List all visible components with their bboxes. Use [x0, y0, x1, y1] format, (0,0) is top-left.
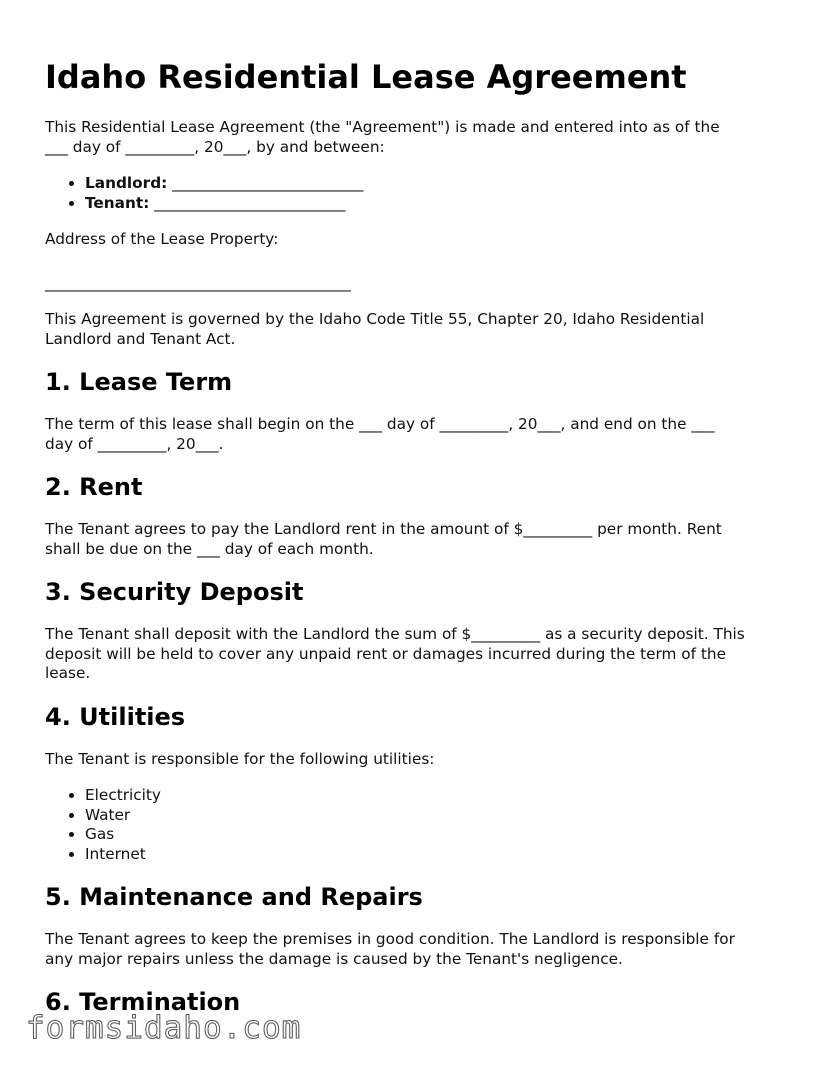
lease-term-paragraph: The term of this lease shall begin on the ___ day of _________, 20___, and end on the ___ day of _________, 20___. [45, 415, 715, 453]
list-item: • Water [85, 806, 785, 826]
document-title: Idaho Residential Lease Agreement [45, 58, 687, 96]
governing-paragraph: This Agreement is governed by the Idaho Code Title 55, Chapter 20, Idaho Residential Landlord and Tenant Act. [45, 310, 705, 348]
security-deposit-paragraph: The Tenant shall deposit with the Landlord the sum of $_________ as a security deposit. This deposit will be held to cover any unpaid rent or damages incurred during the term of the lease. [45, 625, 745, 682]
address-label: Address of the Lease Property: [45, 230, 279, 248]
list-item: • Internet [85, 845, 785, 865]
section-heading-termination: 6. Termination [45, 988, 241, 1016]
address-blank: ________________________________________ [45, 273, 351, 292]
list-item: • Electricity [85, 786, 785, 806]
watermark-text: formsidaho.com [26, 1010, 302, 1046]
parties-list [45, 174, 785, 213]
section-heading-utilities: 4. Utilities [45, 702, 186, 731]
section-heading-security-deposit: 3. Security Deposit [45, 578, 304, 606]
utilities-list [45, 786, 785, 864]
section-heading-rent: 2. Rent [45, 473, 143, 501]
landlord-label: Landlord: [85, 174, 168, 192]
utilities-paragraph: The Tenant is responsible for the following utilities: [45, 749, 435, 768]
landlord-blank: _________________________ [172, 174, 364, 192]
list-item [85, 194, 785, 214]
document-page [45, 56, 785, 1035]
section-heading-maintenance: 5. Maintenance and Repairs [45, 883, 423, 911]
list-item: • Gas [85, 825, 785, 845]
rent-paragraph: The Tenant agrees to pay the Landlord rent in the amount of $_________ per month. Rent shall be due on the ___ day of each month. [45, 520, 722, 558]
section-heading-lease-term: 1. Lease Term [45, 368, 233, 396]
list-item [85, 174, 785, 194]
tenant-label: Tenant: [85, 193, 150, 212]
intro-paragraph: This Residential Lease Agreement (the "Agreement") is made and entered into as of the ___ day of _________, 20___, by and between: [45, 118, 720, 156]
maintenance-paragraph: The Tenant agrees to keep the premises in good condition. The Landlord is responsible for any major repairs unless the damage is caused by the Tenant's negligence. [45, 930, 735, 968]
tenant-blank: _________________________ [154, 193, 346, 212]
